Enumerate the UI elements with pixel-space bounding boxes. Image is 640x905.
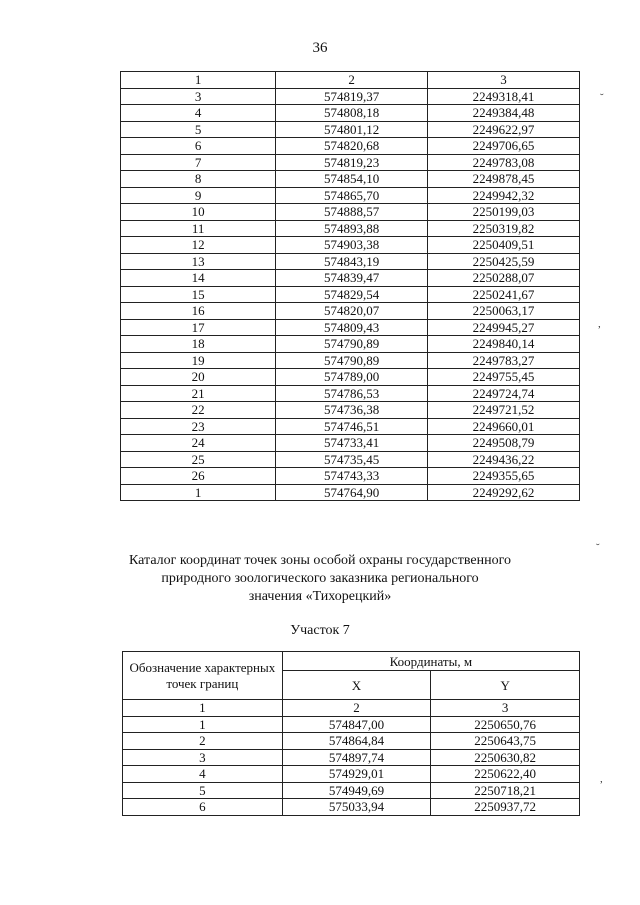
y-coordinate-cell: 2249783,27 bbox=[428, 352, 580, 369]
table-row bbox=[121, 468, 580, 485]
x-coordinate-cell: 574736,38 bbox=[276, 402, 428, 419]
y-coordinate-cell: 2250650,76 bbox=[431, 716, 580, 733]
table-row bbox=[121, 138, 580, 155]
x-coordinate-cell: 574809,43 bbox=[276, 319, 428, 336]
table-header-row bbox=[121, 72, 580, 89]
plot-7-coordinates-table bbox=[122, 651, 580, 816]
column-number-2: 2 bbox=[282, 700, 431, 717]
y-coordinate-cell: 2249622,97 bbox=[428, 121, 580, 138]
table-row bbox=[121, 484, 580, 501]
table-row bbox=[121, 286, 580, 303]
margin-mark: ˘ bbox=[596, 542, 600, 554]
point-number-cell: 5 bbox=[121, 121, 276, 138]
point-number-cell: 23 bbox=[121, 418, 276, 435]
header-y: Y bbox=[431, 671, 580, 700]
point-number-cell: 21 bbox=[121, 385, 276, 402]
table-header-row bbox=[123, 652, 580, 671]
y-coordinate-cell: 2250622,40 bbox=[431, 766, 580, 783]
table-numbering-row bbox=[123, 700, 580, 717]
table-row bbox=[123, 799, 580, 816]
x-coordinate-cell: 574808,18 bbox=[276, 105, 428, 122]
page-number: 36 bbox=[312, 40, 328, 56]
point-number-cell: 3 bbox=[121, 88, 276, 105]
x-coordinate-cell: 574819,37 bbox=[276, 88, 428, 105]
table-row bbox=[121, 121, 580, 138]
point-number-cell: 13 bbox=[121, 253, 276, 270]
table-row bbox=[121, 319, 580, 336]
x-coordinate-cell: 574897,74 bbox=[282, 749, 431, 766]
table-row bbox=[121, 336, 580, 353]
x-coordinate-cell: 574801,12 bbox=[276, 121, 428, 138]
x-coordinate-cell: 574733,41 bbox=[276, 435, 428, 452]
x-coordinate-cell: 574949,69 bbox=[282, 782, 431, 799]
point-number-cell: 20 bbox=[121, 369, 276, 386]
table-row bbox=[121, 105, 580, 122]
table-row bbox=[121, 237, 580, 254]
table-row bbox=[123, 733, 580, 750]
catalog-caption bbox=[0, 552, 640, 606]
y-coordinate-cell: 2250409,51 bbox=[428, 237, 580, 254]
y-coordinate-cell: 2250630,82 bbox=[431, 749, 580, 766]
caption-line-1: Каталог координат точек зоны особой охраны государственного bbox=[129, 553, 511, 568]
table-row bbox=[121, 418, 580, 435]
table-row bbox=[121, 204, 580, 221]
point-number-cell: 16 bbox=[121, 303, 276, 320]
margin-mark: , bbox=[600, 773, 603, 785]
point-number-cell: 10 bbox=[121, 204, 276, 221]
table-row bbox=[121, 220, 580, 237]
caption-line-3: значения «Тихорецкий» bbox=[248, 589, 392, 604]
x-coordinate-cell: 574843,19 bbox=[276, 253, 428, 270]
table-row bbox=[123, 749, 580, 766]
table-row bbox=[121, 154, 580, 171]
y-coordinate-cell: 2250937,72 bbox=[431, 799, 580, 816]
y-coordinate-cell: 2249942,32 bbox=[428, 187, 580, 204]
header-point-designation: Обозначение характерных точек границ bbox=[123, 652, 283, 700]
point-number-cell: 25 bbox=[121, 451, 276, 468]
table-row bbox=[123, 716, 580, 733]
x-coordinate-cell: 574746,51 bbox=[276, 418, 428, 435]
point-number-cell: 24 bbox=[121, 435, 276, 452]
point-number-cell: 8 bbox=[121, 171, 276, 188]
x-coordinate-cell: 574865,70 bbox=[276, 187, 428, 204]
table-row bbox=[121, 385, 580, 402]
coordinates-table-body bbox=[121, 72, 580, 501]
point-number-cell: 7 bbox=[121, 154, 276, 171]
point-number-cell: 15 bbox=[121, 286, 276, 303]
y-coordinate-cell: 2249783,08 bbox=[428, 154, 580, 171]
table-row bbox=[123, 766, 580, 783]
point-number-cell: 2 bbox=[123, 733, 283, 750]
table-row bbox=[121, 303, 580, 320]
y-coordinate-cell: 2249318,41 bbox=[428, 88, 580, 105]
point-number-cell: 11 bbox=[121, 220, 276, 237]
point-number-cell: 3 bbox=[123, 749, 283, 766]
column-number-3: 3 bbox=[428, 72, 580, 89]
x-coordinate-cell: 574854,10 bbox=[276, 171, 428, 188]
margin-mark: ˘ bbox=[600, 92, 604, 104]
point-number-cell: 6 bbox=[123, 799, 283, 816]
y-coordinate-cell: 2249724,74 bbox=[428, 385, 580, 402]
y-coordinate-cell: 2250288,07 bbox=[428, 270, 580, 287]
column-number-1: 1 bbox=[123, 700, 283, 717]
y-coordinate-cell: 2249292,62 bbox=[428, 484, 580, 501]
y-coordinate-cell: 2250199,03 bbox=[428, 204, 580, 221]
table-row bbox=[121, 88, 580, 105]
y-coordinate-cell: 2249945,27 bbox=[428, 319, 580, 336]
point-number-cell: 14 bbox=[121, 270, 276, 287]
x-coordinate-cell: 574786,53 bbox=[276, 385, 428, 402]
x-coordinate-cell: 574847,00 bbox=[282, 716, 431, 733]
point-number-cell: 18 bbox=[121, 336, 276, 353]
table-row bbox=[121, 369, 580, 386]
y-coordinate-cell: 2249721,52 bbox=[428, 402, 580, 419]
y-coordinate-cell: 2250643,75 bbox=[431, 733, 580, 750]
point-number-cell: 22 bbox=[121, 402, 276, 419]
y-coordinate-cell: 2250241,67 bbox=[428, 286, 580, 303]
x-coordinate-cell: 574864,84 bbox=[282, 733, 431, 750]
x-coordinate-cell: 575033,94 bbox=[282, 799, 431, 816]
x-coordinate-cell: 574893,88 bbox=[276, 220, 428, 237]
table-row bbox=[121, 171, 580, 188]
x-coordinate-cell: 574819,23 bbox=[276, 154, 428, 171]
point-number-cell: 5 bbox=[123, 782, 283, 799]
y-coordinate-cell: 2249436,22 bbox=[428, 451, 580, 468]
y-coordinate-cell: 2249878,45 bbox=[428, 171, 580, 188]
x-coordinate-cell: 574839,47 bbox=[276, 270, 428, 287]
x-coordinate-cell: 574888,57 bbox=[276, 204, 428, 221]
header-x: X bbox=[282, 671, 431, 700]
section-title: Участок 7 bbox=[290, 623, 350, 638]
point-number-cell: 12 bbox=[121, 237, 276, 254]
table-row bbox=[121, 352, 580, 369]
point-number-cell: 1 bbox=[121, 484, 276, 501]
x-coordinate-cell: 574764,90 bbox=[276, 484, 428, 501]
x-coordinate-cell: 574735,45 bbox=[276, 451, 428, 468]
column-number-1: 1 bbox=[121, 72, 276, 89]
point-number-cell: 9 bbox=[121, 187, 276, 204]
table-row bbox=[121, 270, 580, 287]
table-row bbox=[123, 782, 580, 799]
point-number-cell: 1 bbox=[123, 716, 283, 733]
y-coordinate-cell: 2250063,17 bbox=[428, 303, 580, 320]
y-coordinate-cell: 2249384,48 bbox=[428, 105, 580, 122]
x-coordinate-cell: 574743,33 bbox=[276, 468, 428, 485]
point-number-cell: 19 bbox=[121, 352, 276, 369]
x-coordinate-cell: 574903,38 bbox=[276, 237, 428, 254]
column-number-3: 3 bbox=[431, 700, 580, 717]
x-coordinate-cell: 574789,00 bbox=[276, 369, 428, 386]
point-number-cell: 4 bbox=[121, 105, 276, 122]
point-number-cell: 6 bbox=[121, 138, 276, 155]
point-number-cell: 4 bbox=[123, 766, 283, 783]
y-coordinate-cell: 2249840,14 bbox=[428, 336, 580, 353]
margin-mark: , bbox=[598, 318, 601, 330]
x-coordinate-cell: 574790,89 bbox=[276, 352, 428, 369]
table-row bbox=[121, 187, 580, 204]
y-coordinate-cell: 2250718,21 bbox=[431, 782, 580, 799]
column-number-2: 2 bbox=[276, 72, 428, 89]
x-coordinate-cell: 574820,07 bbox=[276, 303, 428, 320]
table-row bbox=[121, 451, 580, 468]
y-coordinate-cell: 2249706,65 bbox=[428, 138, 580, 155]
y-coordinate-cell: 2249508,79 bbox=[428, 435, 580, 452]
y-coordinate-cell: 2250319,82 bbox=[428, 220, 580, 237]
table-row bbox=[121, 253, 580, 270]
y-coordinate-cell: 2249355,65 bbox=[428, 468, 580, 485]
plot-7-table-body bbox=[123, 652, 580, 816]
x-coordinate-cell: 574929,01 bbox=[282, 766, 431, 783]
point-number-cell: 17 bbox=[121, 319, 276, 336]
y-coordinate-cell: 2249755,45 bbox=[428, 369, 580, 386]
x-coordinate-cell: 574790,89 bbox=[276, 336, 428, 353]
x-coordinate-cell: 574829,54 bbox=[276, 286, 428, 303]
point-number-cell: 26 bbox=[121, 468, 276, 485]
x-coordinate-cell: 574820,68 bbox=[276, 138, 428, 155]
table-row bbox=[121, 435, 580, 452]
coordinates-table-continued bbox=[120, 71, 580, 501]
y-coordinate-cell: 2250425,59 bbox=[428, 253, 580, 270]
table-row bbox=[121, 402, 580, 419]
header-coordinates: Координаты, м bbox=[282, 652, 579, 671]
y-coordinate-cell: 2249660,01 bbox=[428, 418, 580, 435]
caption-line-2: природного зоологического заказника регионального bbox=[161, 571, 479, 586]
